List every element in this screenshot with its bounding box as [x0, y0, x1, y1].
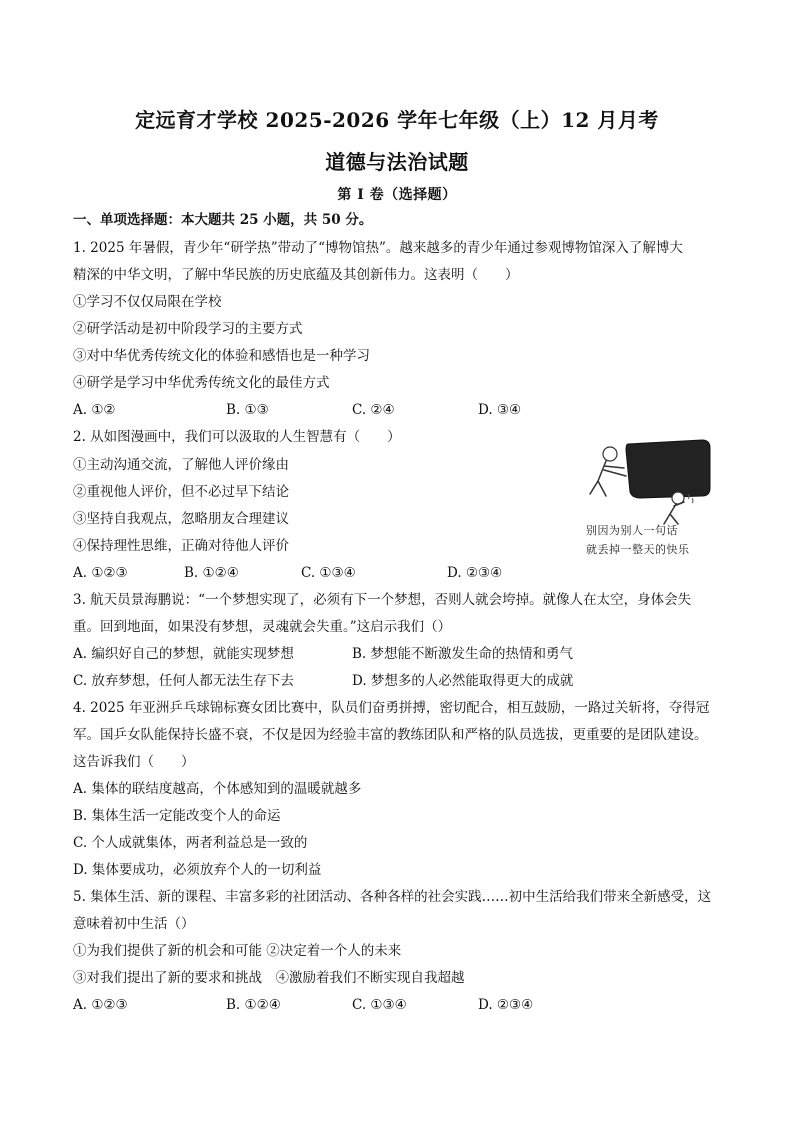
- volume-title: 第 I 卷（选择题）: [337, 187, 457, 203]
- speech-bubble-shape: [626, 440, 710, 498]
- q2-option-c: C. ①③④: [301, 565, 356, 581]
- q5-stem-line-2: 意味着初中生活（）: [73, 916, 195, 932]
- q4-stem-line-3: 这告诉我们（ ）: [73, 754, 195, 770]
- q1-option-a: A. ①②: [73, 402, 116, 418]
- q5-items-line-1: ①为我们提供了新的机会和可能 ②决定着一个人的未来: [73, 943, 402, 959]
- q2-item-4: ④保持理性思维，正确对待他人评价: [73, 538, 289, 554]
- section-heading: 一、单项选择题：本大题共 25 小题，共 50 分。: [73, 212, 373, 228]
- q1-item-3: ③对中华优秀传统文化的体验和感悟也是一种学习: [73, 348, 370, 364]
- q1-option-c: C. ②④: [352, 402, 395, 418]
- q2-option-d: D. ②③④: [447, 565, 503, 581]
- q5-option-d: D. ②③④: [478, 997, 534, 1013]
- q4-option-c: C. 个人成就集体，两者利益总是一致的: [73, 835, 308, 851]
- q3-stem-line-2: 重。回到地面，如果没有梦想，灵魂就会失重。”这启示我们（）: [73, 619, 452, 635]
- q1-item-4: ④研学是学习中华优秀传统文化的最佳方式: [73, 375, 330, 391]
- left-person-head: [603, 447, 617, 461]
- right-person-body: [664, 502, 684, 524]
- q2-option-b: B. ①②④: [184, 565, 239, 581]
- q4-option-d: D. 集体要成功，必须放弃个人的一切利益: [73, 862, 322, 878]
- q4-option-b: B. 集体生活一定能改变个人的命运: [73, 808, 281, 824]
- q5-stem-line-1: 5. 集体生活、新的课程、丰富多彩的社团活动、各种各样的社会实践……初中生活给我们带来全新感受，这: [73, 889, 712, 905]
- exam-title: 定远育才学校 2025-2026 学年七年级（上）12 月月考: [135, 108, 659, 132]
- q3-stem-line-1: 3. 航天员景海鹏说：“一个梦想实现了，必须有下一个梦想，否则人就会垮掉。就像人在太空，身体会失: [73, 592, 692, 608]
- q2-item-2: ②重视他人评价，但不必过早下结论: [73, 484, 289, 500]
- q1-stem-line-1: 1. 2025 年暑假，青少年“研学热”带动了“博物馆热”。越来越多的青少年通过参观博物馆深入了解博大: [73, 240, 683, 256]
- q5-items-line-2: ③对我们提出了新的要求和挑战 ④激励着我们不断实现自我超越: [73, 970, 465, 986]
- q5-option-a: A. ①②③: [73, 997, 128, 1013]
- q2-item-3: ③坚持自我观点，忽略朋友合理建议: [73, 511, 289, 527]
- q3-option-d: D. 梦想多的人必然能取得更大的成就: [352, 673, 574, 689]
- q5-option-c: C. ①③④: [352, 997, 407, 1013]
- q4-stem-line-2: 军。国乒女队能保持长盛不衰，不仅是因为经验丰富的教练团队和严格的队员选拔，更重要的是团队建设。: [73, 727, 708, 743]
- q1-option-d: D. ③④: [478, 402, 522, 418]
- q3-option-b: B. 梦想能不断激发生命的热情和勇气: [352, 646, 574, 662]
- comic-caption-1: 别因为别人一句话: [586, 524, 678, 537]
- q4-option-a: A. 集体的联结度越高，个体感知到的温暖就越多: [73, 781, 362, 797]
- q1-item-1: ①学习不仅仅局限在学校: [73, 294, 222, 310]
- subject-title: 道德与法治试题: [325, 150, 469, 174]
- q2-option-a: A. ①②③: [73, 565, 128, 581]
- q3-option-a: A. 编织好自己的梦想，就能实现梦想: [73, 646, 294, 662]
- q2-item-1: ①主动沟通交流，了解他人评价缘由: [73, 457, 289, 473]
- q4-stem-line-1: 4. 2025 年亚洲乒乓球锦标赛女团比赛中，队员们奋勇拼搏，密切配合，相互鼓励，一路过关斩将，夺得冠: [73, 700, 710, 716]
- q3-option-c: C. 放弃梦想，任何人都无法生存下去: [73, 673, 294, 689]
- q5-option-b: B. ①②④: [226, 997, 281, 1013]
- comic-caption-2: 就丢掉一整天的快乐: [586, 543, 690, 556]
- q1-item-2: ②研学活动是初中阶段学习的主要方式: [73, 321, 303, 337]
- q2-stem: 2. 从如图漫画中，我们可以汲取的人生智慧有（ ）: [73, 429, 401, 445]
- left-person-body: [590, 461, 626, 496]
- q1-option-b: B. ①③: [226, 402, 269, 418]
- q1-stem-line-2: 精深的中华文明，了解中华民族的历史底蕴及其创新伟力。这表明（ ）: [73, 267, 519, 283]
